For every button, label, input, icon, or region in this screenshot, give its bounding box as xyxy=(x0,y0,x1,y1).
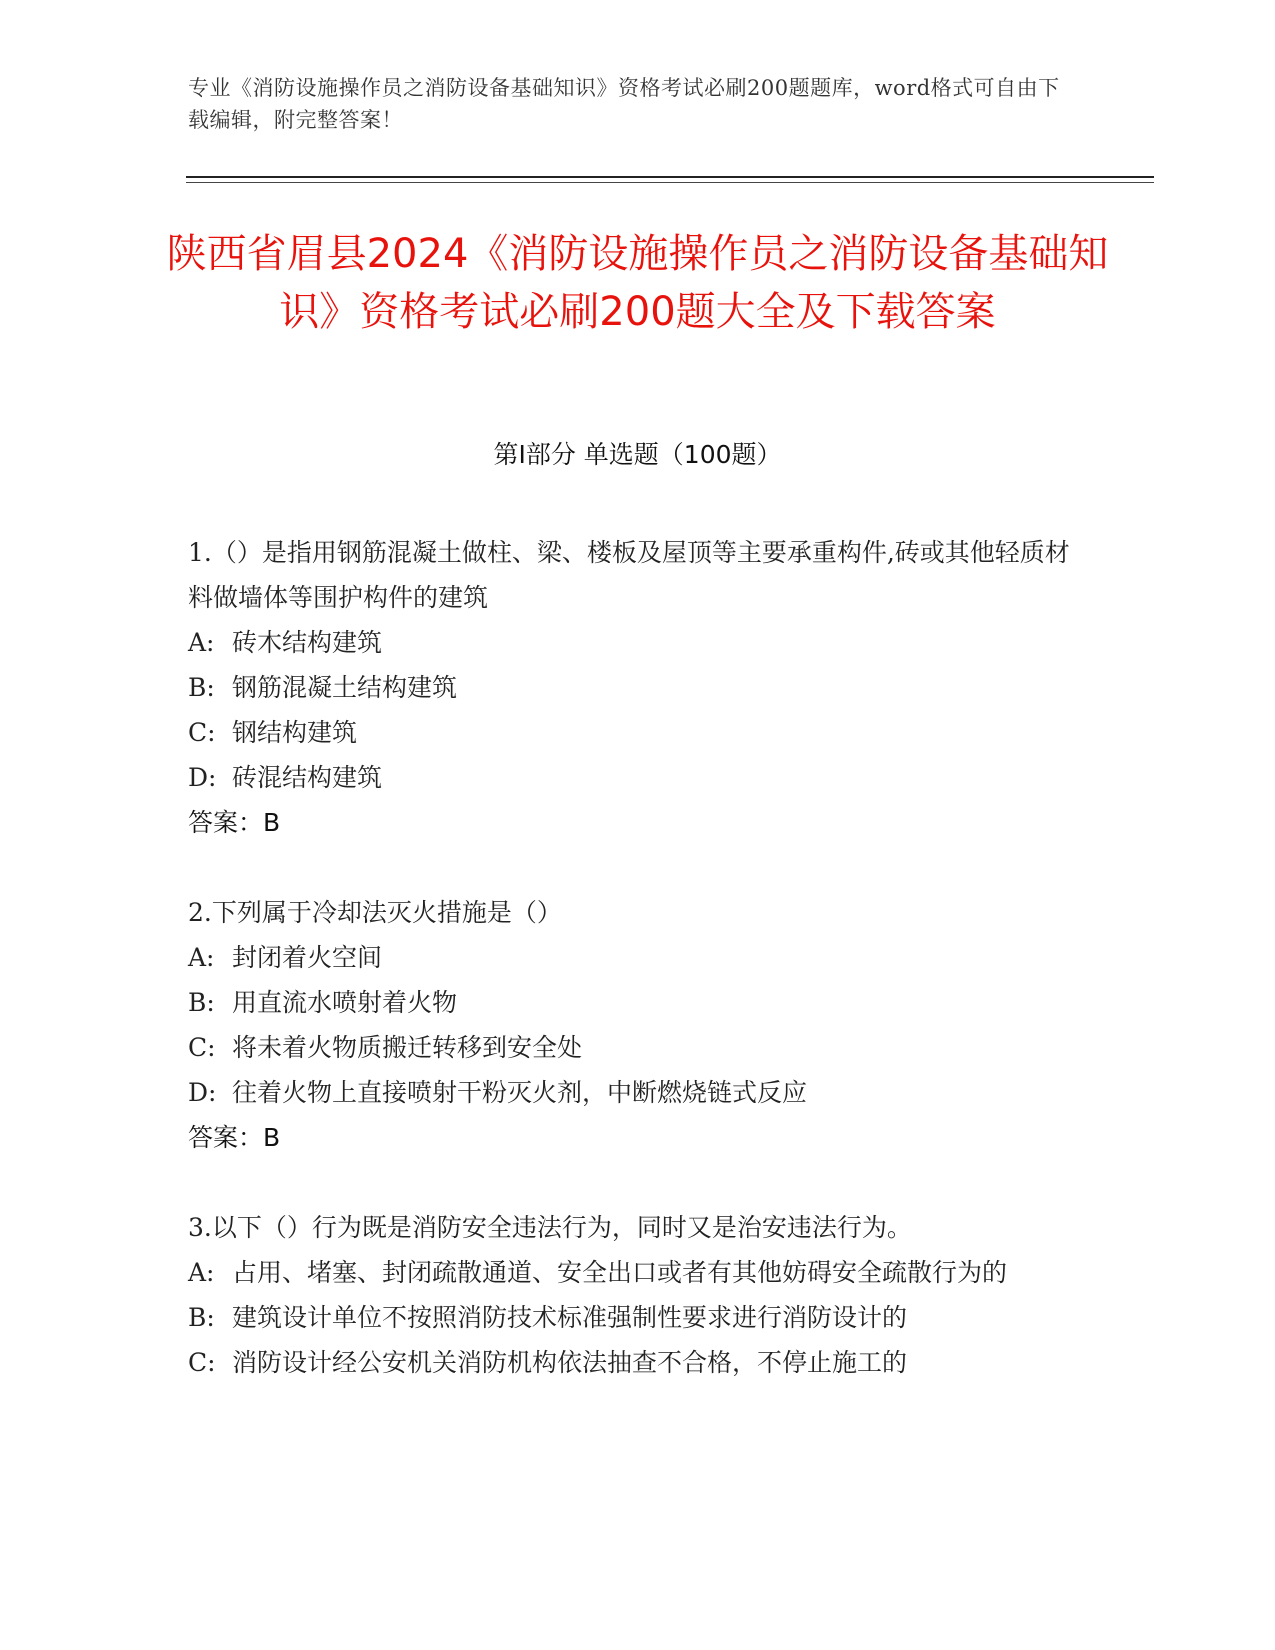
option-key: B: xyxy=(188,673,215,702)
option-key: A: xyxy=(188,943,215,972)
option-key: A: xyxy=(188,628,215,657)
option-a xyxy=(188,620,1088,665)
option-c xyxy=(188,1025,1088,1070)
option-text: 钢筋混凝土结构建筑 xyxy=(232,673,458,702)
option-key: A: xyxy=(188,1258,215,1287)
option-key: C: xyxy=(188,718,216,747)
option-d xyxy=(188,755,1088,800)
option-b xyxy=(188,980,1088,1025)
option-b xyxy=(188,1295,1088,1340)
option-text: 砖混结构建筑 xyxy=(232,763,383,792)
option-text: 占用、堵塞、封闭疏散通道、安全出口或者有其他妨碍安全疏散行为的 xyxy=(232,1258,1008,1287)
option-a xyxy=(188,935,1088,980)
option-c xyxy=(188,1340,1088,1385)
question-stem: 2.下列属于冷却法灭火措施是（） xyxy=(188,898,562,927)
question-3 xyxy=(188,1205,1088,1385)
document-title: 陕西省眉县2024《消防设施操作员之消防设备基础知识》资格考试必刷200题大全及下载答案 xyxy=(166,231,1109,335)
option-text: 消防设计经公安机关消防机构依法抽查不合格，不停止施工的 xyxy=(232,1348,908,1377)
option-key: B: xyxy=(188,1303,215,1332)
option-b xyxy=(188,665,1088,710)
header-divider-thick xyxy=(186,176,1154,178)
header-divider-thin xyxy=(186,182,1154,183)
option-a xyxy=(188,1250,1088,1295)
answer-line: 答案：B xyxy=(188,808,281,837)
answer-line: 答案：B xyxy=(188,1123,281,1152)
option-text: 钢结构建筑 xyxy=(232,718,358,747)
question-stem: 3.以下（）行为既是消防安全违法行为，同时又是治安违法行为。 xyxy=(188,1213,912,1242)
option-key: C: xyxy=(188,1348,216,1377)
question-list xyxy=(188,530,1088,1430)
question-1 xyxy=(188,530,1088,845)
option-key: D: xyxy=(188,763,217,792)
header-note: 专业《消防设施操作员之消防设备基础知识》资格考试必刷200题题库，word格式可自由下载编辑，附完整答案！ xyxy=(188,76,1060,132)
option-text: 用直流水喷射着火物 xyxy=(232,988,458,1017)
section-heading: 第I部分 单选题（100题） xyxy=(493,440,782,469)
question-2 xyxy=(188,890,1088,1160)
option-key: D: xyxy=(188,1078,217,1107)
option-key: B: xyxy=(188,988,215,1017)
option-text: 将未着火物质搬迁转移到安全处 xyxy=(232,1033,583,1062)
option-text: 砖木结构建筑 xyxy=(232,628,383,657)
option-text: 往着火物上直接喷射干粉灭火剂，中断燃烧链式反应 xyxy=(232,1078,808,1107)
option-d xyxy=(188,1070,1088,1115)
option-key: C: xyxy=(188,1033,216,1062)
option-text: 封闭着火空间 xyxy=(232,943,383,972)
option-c xyxy=(188,710,1088,755)
option-text: 建筑设计单位不按照消防技术标准强制性要求进行消防设计的 xyxy=(232,1303,908,1332)
question-stem: 1.（）是指用钢筋混凝土做柱、梁、楼板及屋顶等主要承重构件,砖或其他轻质材料做墙体等围护构件的建筑 xyxy=(188,538,1070,612)
